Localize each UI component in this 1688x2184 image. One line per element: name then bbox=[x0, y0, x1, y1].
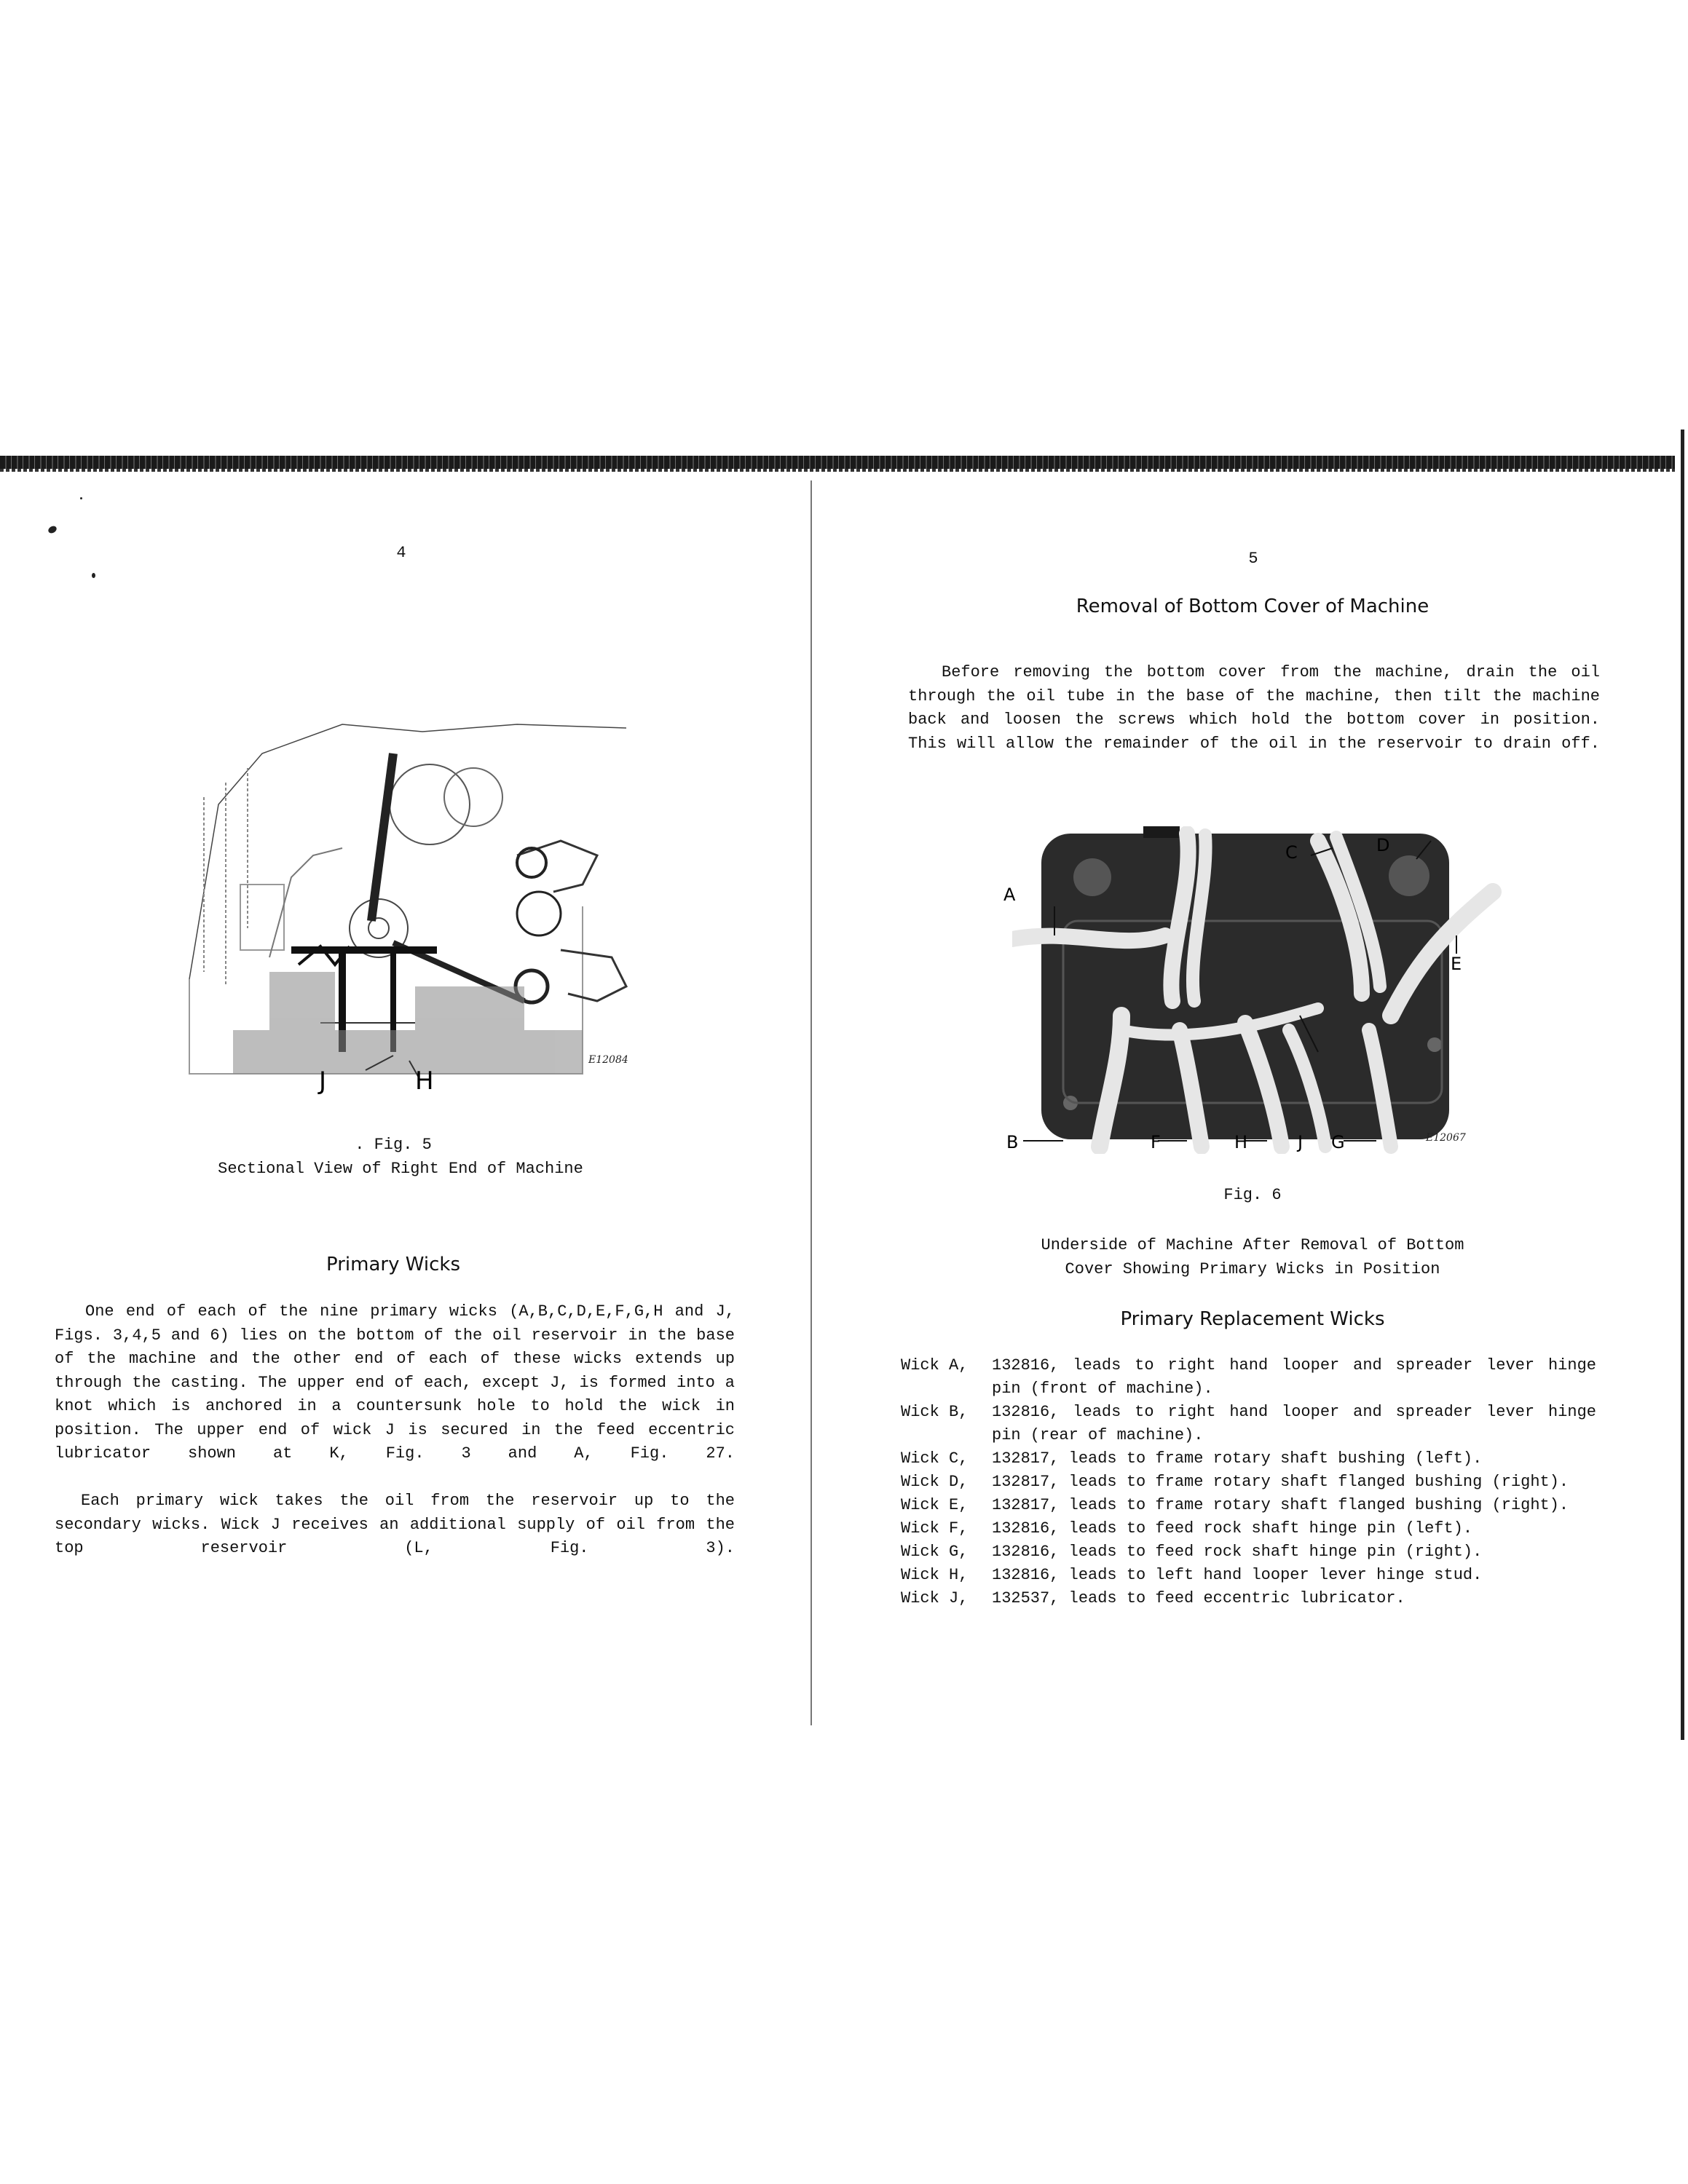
wick-description: 132816, leads to feed rock shaft hinge pin (left). bbox=[992, 1519, 1473, 1538]
figure-5-sectional-view bbox=[175, 710, 641, 1096]
wick-id: Wick A, bbox=[901, 1356, 969, 1374]
removal-paragraph: Before removing the bottom cover from the machine, drain the oil through the oil tube in the base of the machine, then tilt the machine back and loosen the screws which hold the bottom cover in position. This will allow the remainder of the oil in the reservoir to drain off. bbox=[908, 663, 1600, 753]
wick-id: Wick E, bbox=[901, 1496, 969, 1514]
wick-id: Wick F, bbox=[901, 1519, 969, 1538]
figure-6-label-c: C bbox=[1285, 842, 1298, 863]
replacement-wicks-list bbox=[901, 1354, 1596, 1610]
wick-description: 132816, leads to right hand looper and spreader lever hinge pin (front of machine). bbox=[992, 1356, 1596, 1398]
sectional-view-illustration bbox=[175, 710, 641, 1088]
figure-6-label-h: H bbox=[1234, 1132, 1248, 1152]
list-item bbox=[901, 1494, 1596, 1517]
wick-description: 132537, leads to feed eccentric lubricator. bbox=[992, 1589, 1405, 1607]
wick-id: Wick C, bbox=[901, 1449, 969, 1468]
figure-6-label-b: B bbox=[1006, 1132, 1019, 1152]
figure-6-label-a: A bbox=[1003, 885, 1016, 905]
section-title-primary-wicks: Primary Wicks bbox=[326, 1254, 460, 1275]
figure-6-underside-photo bbox=[1003, 826, 1507, 1154]
list-item bbox=[901, 1354, 1596, 1401]
scan-top-border bbox=[0, 456, 1675, 469]
figure-5-label-h: H bbox=[415, 1067, 434, 1096]
wick-description: 132816, leads to right hand looper and spreader lever hinge pin (rear of machine). bbox=[992, 1403, 1596, 1444]
wick-description: 132817, leads to frame rotary shaft bushing (left). bbox=[992, 1449, 1483, 1468]
scan-right-edge bbox=[1681, 430, 1684, 1740]
wick-id: Wick G, bbox=[901, 1543, 969, 1561]
list-item bbox=[901, 1401, 1596, 1447]
page-fold-divider bbox=[811, 480, 812, 1725]
figure-5-code: E12084 bbox=[588, 1054, 628, 1066]
list-item bbox=[901, 1540, 1596, 1564]
wick-id: Wick J, bbox=[901, 1589, 969, 1607]
figure-6-label-j: J bbox=[1298, 1132, 1304, 1152]
list-item bbox=[901, 1564, 1596, 1587]
figure-6-code: E12067 bbox=[1426, 1132, 1466, 1144]
section-title-replacement-wicks: Primary Replacement Wicks bbox=[1120, 1308, 1385, 1330]
scan-speck bbox=[47, 525, 58, 535]
wick-description: 132817, leads to frame rotary shaft flanged bushing (right). bbox=[992, 1496, 1569, 1514]
figure-5-caption-title: . Fig. 5 bbox=[355, 1136, 432, 1154]
figure-5-label-j: J bbox=[319, 1067, 327, 1096]
primary-wicks-paragraph-2: Each primary wick takes the oil from the reservoir up to the secondary wicks. Wick J receives an additional supply of oil from the top reservoir (L, Fig. 3). bbox=[55, 1492, 735, 1557]
primary-wicks-paragraph-1: One end of each of the nine primary wicks (A,B,C,D,E,F,G,H and J, Figs. 3,4,5 and 6) lies on the bottom of the oil reservoir in the base of the machine and the other end of each of these wicks extends up through the casting. The upper end of each, except J, is formed into a knot which is anchored in a countersunk hole to hold the wick in position. The upper end of wick J is secured in the feed eccentric lubricator shown at K, Fig. 3 and A, Fig. 27. bbox=[55, 1302, 735, 1463]
wick-id: Wick D, bbox=[901, 1473, 969, 1491]
list-item bbox=[901, 1447, 1596, 1471]
figure-6-caption-line-2: Cover Showing Primary Wicks in Position bbox=[1065, 1260, 1440, 1278]
wick-description: 132817, leads to frame rotary shaft flanged bushing (right). bbox=[992, 1473, 1569, 1491]
underside-photo-illustration bbox=[1012, 826, 1507, 1154]
figure-5-caption: Sectional View of Right End of Machine bbox=[218, 1160, 583, 1178]
scan-top-border-noise bbox=[0, 469, 1675, 472]
scan-speck bbox=[92, 573, 95, 578]
figure-6-label-f: F bbox=[1151, 1132, 1161, 1152]
list-item bbox=[901, 1587, 1596, 1610]
figure-6-label-g: G bbox=[1331, 1132, 1345, 1152]
section-title-removal: Removal of Bottom Cover of Machine bbox=[1076, 596, 1429, 617]
figure-6-label-d: D bbox=[1376, 835, 1390, 855]
wick-description: 132816, leads to feed rock shaft hinge pin (right). bbox=[992, 1543, 1483, 1561]
page-number-left: 4 bbox=[396, 544, 406, 562]
list-item bbox=[901, 1517, 1596, 1540]
wick-id: Wick B, bbox=[901, 1403, 969, 1421]
figure-6-label-e: E bbox=[1451, 954, 1462, 974]
page-number-right: 5 bbox=[1248, 550, 1258, 568]
wick-id: Wick H, bbox=[901, 1566, 969, 1584]
list-item bbox=[901, 1471, 1596, 1494]
wick-description: 132816, leads to left hand looper lever hinge stud. bbox=[992, 1566, 1483, 1584]
scan-speck bbox=[80, 497, 82, 499]
figure-6-caption-line-1: Underside of Machine After Removal of Bottom bbox=[1041, 1236, 1464, 1254]
figure-6-caption-title: Fig. 6 bbox=[1223, 1186, 1282, 1204]
